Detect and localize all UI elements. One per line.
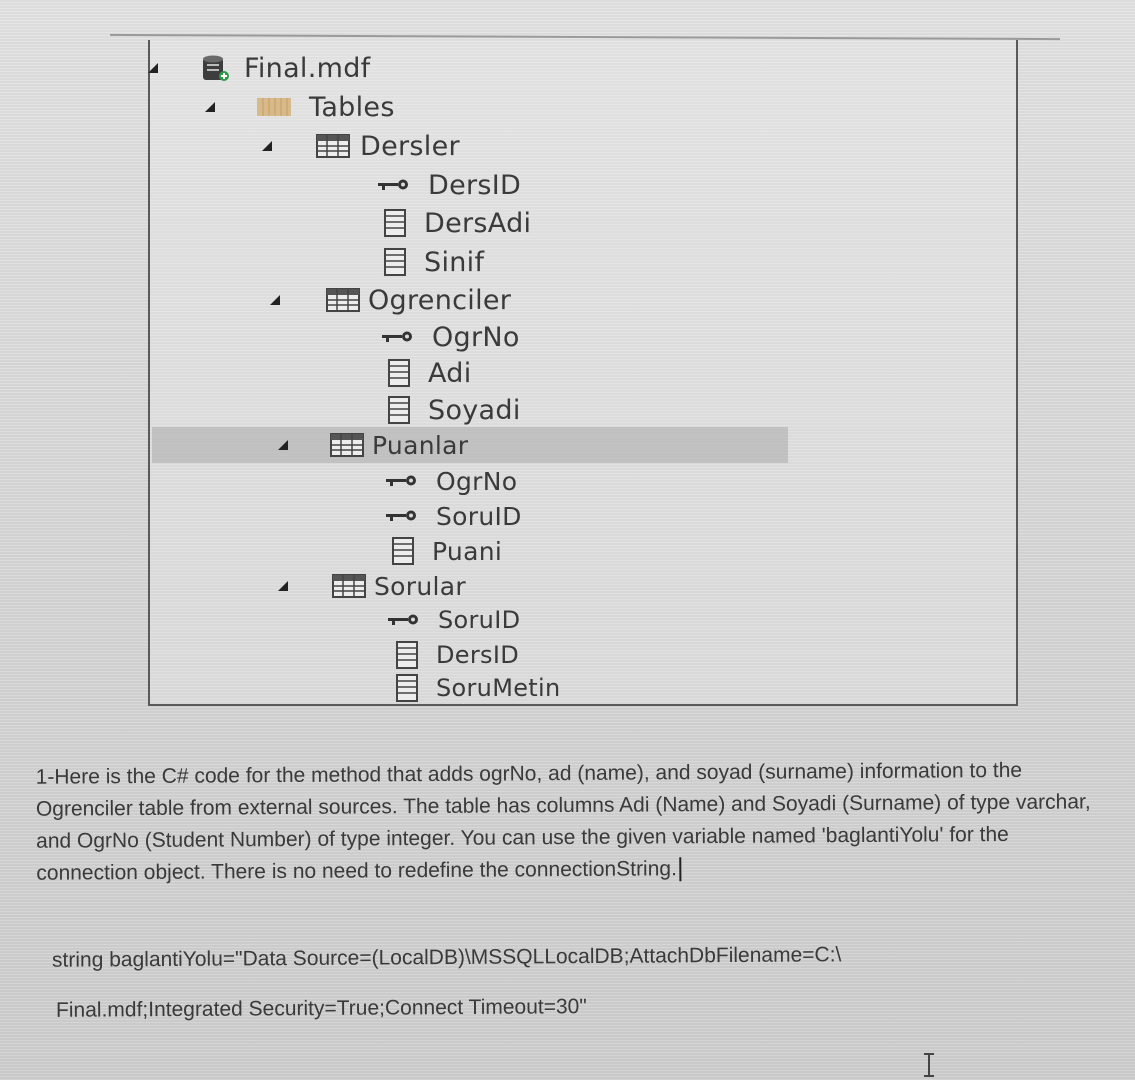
table-label: Sorular bbox=[374, 571, 466, 601]
tree-node-column[interactable] bbox=[388, 355, 472, 391]
tree-node-database[interactable] bbox=[148, 50, 370, 86]
column-icon bbox=[396, 641, 418, 669]
expand-arrow-icon[interactable] bbox=[148, 63, 158, 73]
text-cursor-icon bbox=[920, 1052, 938, 1078]
tree-node-column[interactable] bbox=[388, 392, 521, 428]
expand-arrow-icon[interactable] bbox=[270, 295, 280, 305]
tree-node-table-sorular[interactable] bbox=[278, 568, 466, 604]
column-icon bbox=[384, 209, 406, 237]
text-caret bbox=[679, 858, 681, 882]
column-icon bbox=[388, 396, 410, 424]
column-icon bbox=[384, 248, 406, 276]
table-label: Ogrenciler bbox=[368, 284, 512, 316]
tree-node-column[interactable] bbox=[396, 670, 560, 706]
tree-node-tables-folder[interactable] bbox=[205, 89, 395, 125]
primary-key-icon bbox=[386, 474, 420, 488]
tree-node-column[interactable] bbox=[384, 205, 531, 241]
table-icon bbox=[326, 288, 360, 312]
tree-node-column[interactable] bbox=[386, 498, 522, 534]
database-icon bbox=[200, 53, 230, 83]
primary-key-icon bbox=[382, 330, 416, 344]
tables-folder-label: Tables bbox=[309, 91, 395, 123]
tree-node-table-dersler[interactable] bbox=[262, 128, 460, 164]
expand-arrow-icon[interactable] bbox=[278, 440, 288, 450]
column-label: DersID bbox=[428, 169, 522, 201]
column-icon bbox=[396, 674, 418, 702]
question-paragraph[interactable] bbox=[36, 754, 1107, 889]
column-label: Soyadi bbox=[428, 394, 521, 426]
table-icon bbox=[330, 433, 364, 457]
column-label: SoruID bbox=[436, 501, 522, 531]
expand-arrow-icon[interactable] bbox=[205, 102, 215, 112]
tree-node-column[interactable] bbox=[396, 637, 519, 673]
primary-key-icon bbox=[388, 613, 422, 627]
column-label: Sinif bbox=[424, 246, 485, 278]
tree-node-column[interactable] bbox=[388, 602, 520, 638]
column-icon bbox=[392, 537, 414, 565]
expand-arrow-icon[interactable] bbox=[278, 581, 288, 591]
column-label: OgrNo bbox=[432, 321, 520, 353]
tree-node-table-puanlar[interactable] bbox=[152, 427, 788, 463]
column-label: DersAdi bbox=[424, 207, 532, 239]
tree-node-column[interactable] bbox=[378, 167, 521, 203]
tree-node-column[interactable] bbox=[392, 533, 502, 569]
tree-node-column[interactable] bbox=[384, 244, 484, 280]
column-label: OgrNo bbox=[436, 466, 518, 496]
primary-key-icon bbox=[378, 178, 412, 192]
folder-icon bbox=[257, 96, 291, 118]
column-label: DersID bbox=[436, 641, 519, 669]
column-label: Puani bbox=[432, 536, 503, 566]
table-label: Dersler bbox=[360, 130, 460, 162]
tree-node-column[interactable] bbox=[386, 463, 517, 499]
column-label: SoruMetin bbox=[436, 674, 561, 702]
primary-key-icon bbox=[386, 509, 420, 523]
code-line-2: Final.mdf;Integrated Security=True;Connect Timeout=30" bbox=[55, 995, 587, 1022]
database-label: Final.mdf bbox=[244, 52, 371, 84]
table-icon bbox=[316, 134, 350, 158]
tree-node-column[interactable] bbox=[382, 319, 520, 355]
code-line-1: string baglantiYolu="Data Source=(LocalDB)\MSSQLLocalDB;AttachDbFilename=C:\ bbox=[51, 943, 842, 972]
column-label: Adi bbox=[428, 357, 472, 389]
column-label: SoruID bbox=[438, 606, 521, 634]
expand-arrow-icon[interactable] bbox=[262, 141, 272, 151]
column-icon bbox=[388, 359, 410, 387]
table-label: Puanlar bbox=[372, 430, 469, 460]
question-text: 1-Here is the C# code for the method that adds ogrNo, ad (name), and soyad (surname) information to the Ogrenciler table from external sources. The table has columns Adi (Name) and Soyadi (Surname) of type varchar, and OgrNo (Student Number) of type integer. You can use the given variable named 'baglantiYolu' for the connection object. There is no need to redefine the connectionString. bbox=[35, 758, 1091, 885]
table-icon bbox=[332, 574, 366, 598]
tree-node-table-ogrenciler[interactable] bbox=[270, 282, 511, 318]
